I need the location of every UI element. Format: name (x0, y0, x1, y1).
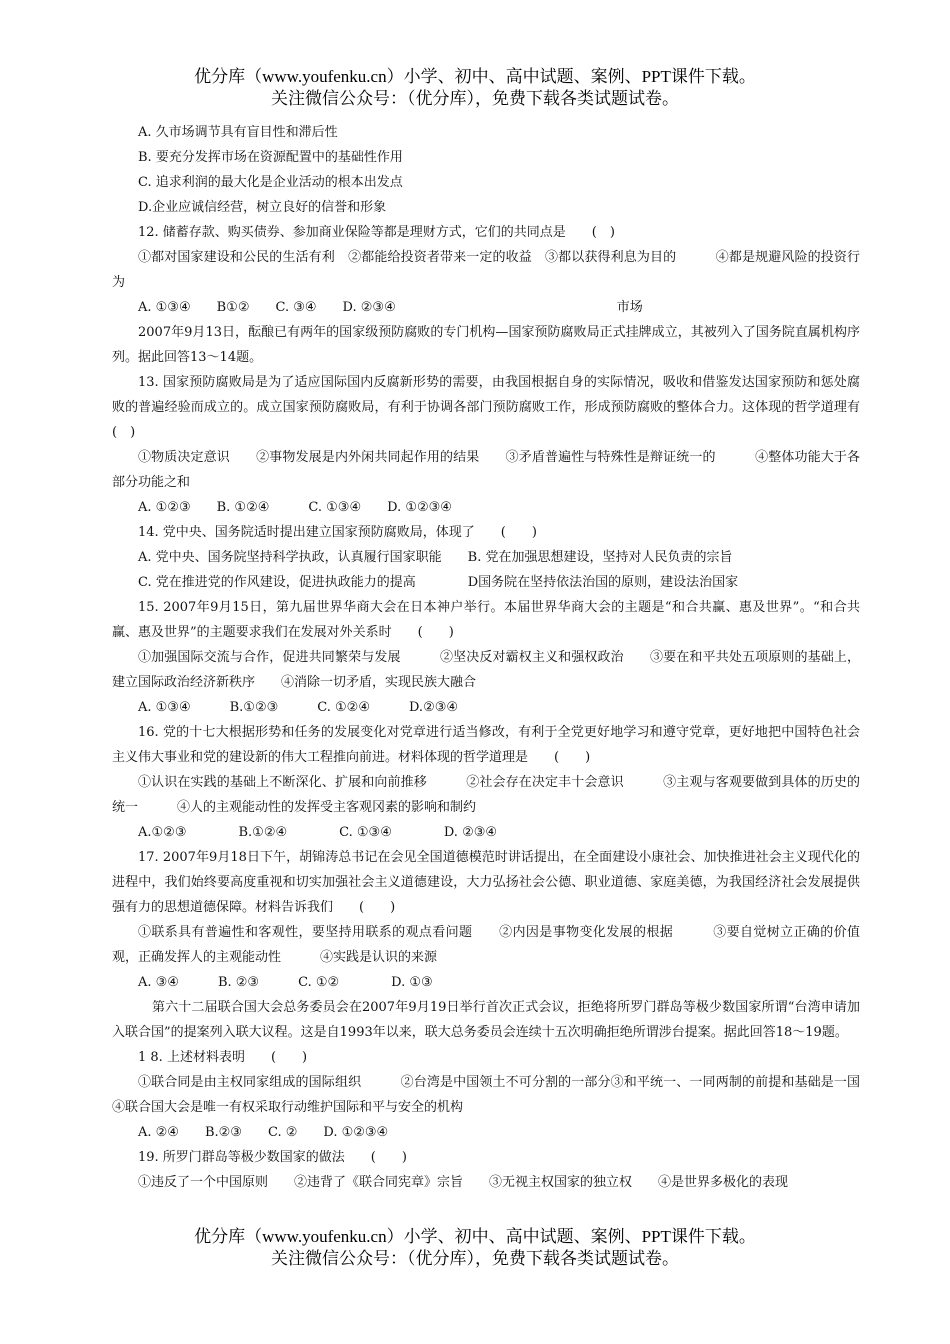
page-header (0, 66, 950, 110)
option-line: C. 追求利润的最大化是企业活动的根本出发点 (138, 175, 403, 190)
question-15-statements: ①加强国际交流与合作，促进共同繁荣与发展 ②坚决反对霸权主义和强权政治 ③要在和平共处五项原则的基础上，建立国际政治经济新秩序 ④消除一切矛盾，实现民族大融合 (112, 650, 860, 690)
question-15: 15. 2007年9月15日，第九届世界华商大会在日本神户举行。本届世界华商大会的主题是“和合共赢、惠及世界”。“和合共赢、惠及世界”的主题要求我们在发展对外关系时 ( ) (112, 600, 860, 640)
question-12-statements: ①都对国家建设和公民的生活有利 ②都能给投资者带来一定的收益 ③都以获得利息为目的 ④都是规避风险的投资行为 (112, 250, 860, 290)
question-13-options: A. ①②③ B. ①②④ C. ①③④ D. ①②③④ (138, 500, 452, 515)
footer-line-2: 关注微信公众号：（优分库），免费下载各类试题试卷。 (271, 1249, 679, 1268)
question-18: 1 8. 上述材料表明 ( ) (138, 1050, 308, 1065)
header-line-2: 关注微信公众号：（优分库），免费下载各类试题试卷。 (271, 89, 679, 108)
question-19-statements: ①违反了一个中国原则 ②违背了《联合同宪章》宗旨 ③无视主权国家的独立权 ④是世界多极化的表现 (138, 1175, 789, 1190)
question-16-options: A.①②③ B.①②④ C. ①③④ D. ②③④ (138, 825, 498, 840)
question-14: 14. 党中央、国务院适时提出建立国家预防腐败局，体现了 ( ) (138, 525, 537, 540)
option-line: A. 久市场调节具有盲目性和滞后性 (138, 125, 338, 140)
question-18-statements: ①联合同是由主权同家组成的国际组织 ②台湾是中国领土不可分割的一部分③和平统一、一同两制的前提和基础是一国 ④联合国大会是唯一有权采取行动维护国际和平与安全的机构 (112, 1075, 900, 1115)
exam-content (112, 120, 900, 1195)
question-18-options: A. ②④ B.②③ C. ② D. ①②③④ (138, 1125, 389, 1140)
question-16-statements: ①认识在实践的基础上不断深化、扩展和向前推移 ②社会存在决定丰十会意识 ③主观与客观要做到具体的历史的统一 ④人的主观能动性的发挥受主客观冈素的影响和制约 (112, 775, 860, 815)
question-17: 17. 2007年9月18日下午，胡锦涛总书记在会见全国道德模范时讲话提出，在全面建设小康社会、加快推进社会主义现代化的进程中，我们始终要高度重视和切实加强社会主义道德建设，大力弘扬社会公德、职业道德、家庭美德，为我国经济社会发展提供强有力的思想道德保障。材料告诉我们 ( ) (112, 850, 860, 915)
material-13-14: 2007年9月13日，酝酿已有两年的国家级预防腐败的专门机构—国家预防腐败局正式挂牌成立，其被列入了国务院直属机构序列。据此回答13～14题。 (112, 325, 860, 365)
option-line: B. 要充分发挥市场在资源配置中的基础性作用 (138, 150, 403, 165)
question-14-option-cd: C. 党在推进党的作风建设，促进执政能力的提高 D国务院在坚持依法治国的原则，建设法治国家 (138, 575, 739, 590)
question-17-options: A. ③④ B. ②③ C. ①② D. ①③ (138, 975, 433, 990)
option-line: D.企业应诚信经营，树立良好的信誉和形象 (138, 200, 387, 215)
question-14-option-ab: A. 党中央、国务院坚持科学执政，认真履行国家职能 B. 党在加强思想建设，坚持对人民负责的宗旨 (138, 550, 733, 565)
question-19: 19. 所罗门群岛等极少数国家的做法 ( ) (138, 1150, 407, 1165)
header-line-1: 优分库（www.youfenku.cn）小学、初中、高中试题、案例、PPT课件下载。 (194, 67, 756, 86)
question-13-statements: ①物质决定意识 ②事物发展是内外闲共同起作用的结果 ③矛盾普遍性与特殊性是辩证统一的 ④整体功能大于各部分功能之和 (112, 450, 860, 490)
question-15-options: A. ①③④ B.①②③ C. ①②④ D.②③④ (138, 700, 459, 715)
material-18-19: 第六十二届联合国大会总务委员会在2007年9月19日举行首次正式会议，拒绝将所罗门群岛等极少数国家所谓“台湾申请加入联合国”的提案列入联大议程。这是自1993年以来，联大总务委员会连续十五次明确拒绝所谓涉台提案。据此回答18～19题。 (112, 1000, 860, 1040)
question-12: 12. 储蓄存款、购买债券、参加商业保险等都是理财方式，它们的共同点是 ( ) (138, 225, 615, 240)
question-17-statements: ①联系具有普遍性和客观性，要坚持用联系的观点看问题 ②内因是事物变化发展的根据 ③要自觉树立正确的价值观，正确发挥人的主观能动性 ④实践是认识的来源 (112, 925, 860, 965)
page-footer (0, 1226, 950, 1270)
question-12-options: A. ①③④ B①② C. ③④ D. ②③④ 市场 (138, 300, 643, 315)
question-16: 16. 党的十七大根据形势和任务的发展变化对党章进行适当修改，有利于全党更好地学习和遵守党章，更好地把中国特色社会主义伟大事业和党的建设新的伟大工程推向前进。材料体现的哲学道理是 ( ) (112, 725, 860, 765)
footer-line-1: 优分库（www.youfenku.cn）小学、初中、高中试题、案例、PPT课件下载。 (194, 1227, 756, 1246)
question-13: 13. 国家预防腐败局是为了适应国际国内反腐新形势的需要，由我国根据自身的实际情况，吸收和借鉴发达国家预防和惩处腐败的普遍经验而成立的。成立国家预防腐败局，有利于协调各部门预防腐败工作，形成预防腐败的整体合力。这体现的哲学道理有 ( ) (112, 375, 887, 440)
